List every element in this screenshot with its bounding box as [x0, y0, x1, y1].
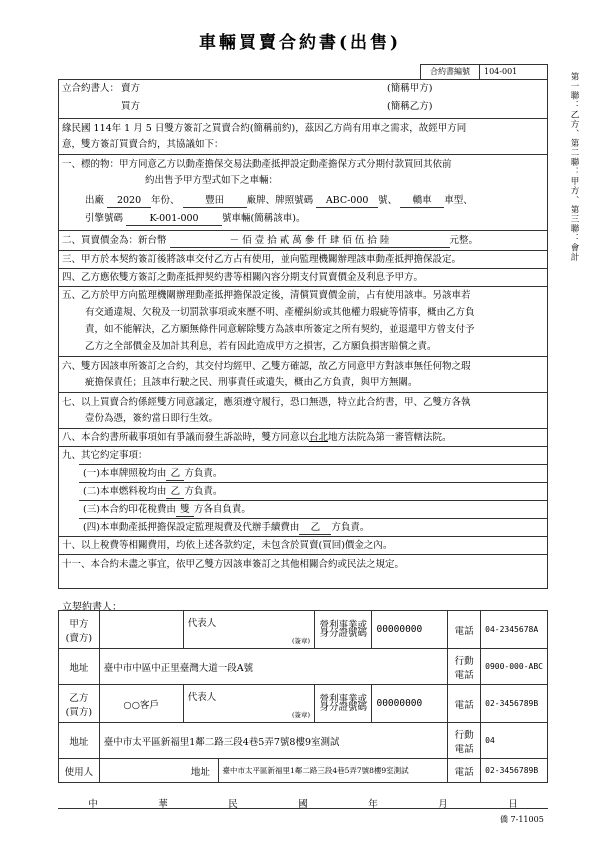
plate-suffix: 號、: [378, 195, 398, 206]
court-pre: 八、本合約書所載事項如有爭議而發生訴訟時，雙方同意以: [62, 432, 310, 443]
clause-6-line-2: 疵擔保責任；且該車行駛之民、刑事責任或遺失，概由乙方負責，與甲方無關。: [85, 377, 418, 388]
clause-10-text: 十、以上稅費等相關費用，均依上述各款約定，未包含於買賣(買回)價金之內。: [62, 540, 393, 551]
user-phone-label: 電話: [448, 759, 481, 783]
vehicle-year: 2020: [107, 195, 151, 208]
clause-5-line-2: 有交通違規、欠稅及一切罰款事項或來歷不明、產權糾紛或其他權力瑕疵等情事，概由乙方負: [85, 307, 475, 318]
item-4-text: [83, 522, 369, 535]
party-a-phone: 04-2345678A: [481, 611, 548, 649]
clause-5: [59, 286, 547, 357]
item-2-pre: (二)本車燃料稅均由: [83, 486, 167, 497]
buyer-abbr: (簡稱乙方): [387, 101, 433, 112]
party-b-id: 00000000: [372, 685, 448, 723]
intro-section: [59, 118, 547, 155]
price-amount: － 佰 壹 拾 貳 萬 參 仟 肆 佰 伍 拾 陸: [170, 235, 450, 248]
party-b-rep-label: 代表人: [187, 692, 217, 703]
party-b-mobile: 04: [481, 723, 548, 759]
item-2-text: [83, 486, 222, 499]
engine-suffix: 號車輛(簡稱該車)。: [222, 213, 306, 224]
party-a-phone-label: 電話: [448, 611, 481, 649]
price-label: 二、買賣價金為：新台幣: [62, 235, 167, 246]
engine-number: K-001-000: [126, 213, 222, 226]
clause-9-heading: [59, 446, 547, 465]
user-row: [59, 759, 548, 783]
date-char-year: 年: [368, 799, 378, 810]
party-a-address-row: [59, 649, 548, 685]
party-b-role: (買方): [65, 706, 93, 718]
clause-5-line-1: 五、乙方於甲方向監理機關辦理動產抵押擔保設定後，清償買賣價金前，占有使用該車。另該車若: [62, 290, 471, 301]
clause-5-line-4: 乙方之全部價金及加計其利息，若有因此造成甲方之損害，乙方願負損害賠償之責。: [85, 341, 437, 352]
clause-7: [59, 392, 547, 429]
user-address: 臺中市太平區新福里1鄰二路三段4巷5弄7號8樓9室測試: [218, 759, 448, 783]
date-char-3: 民: [228, 799, 238, 810]
party-a-label: 甲方: [69, 618, 89, 630]
date-char-month: 月: [438, 799, 448, 810]
party-a-role: (賣方): [65, 632, 93, 644]
item-3-pre: (三)本合約印花稅費由: [83, 504, 176, 515]
clause-8: [59, 428, 547, 447]
party-b-address-label: 地址: [59, 723, 100, 759]
item-3-party: 雙: [176, 504, 194, 517]
clause-9-item-4: [79, 518, 547, 537]
clause-1-line-1: 一、標的物：甲方同意乙方以動產擔保交易法動產抵押設定動產擔保方式分期付款買回其依前: [62, 159, 452, 170]
clause-9-title: 九、其它約定事項：: [62, 450, 148, 461]
clause-3: [59, 250, 547, 269]
clause-11: [59, 554, 547, 588]
factory-label: 出廠: [85, 195, 105, 206]
plate-label: 廠牌、牌照號碼: [246, 195, 314, 206]
item-2-post: 方負責。: [184, 486, 223, 497]
party-b-phone: 02-3456789B: [481, 685, 548, 723]
party-a-mobile: 0900-000-ABC: [481, 649, 548, 685]
court-name: 台北: [309, 432, 329, 443]
document-title: 車輛買賣合約書(出售): [198, 33, 402, 53]
intro-line-1: 緣民國 114年 1 月 5 日雙方簽訂之買賣合約(簡稱前約)，茲因乙方尚有用車之需求，故經甲方同: [62, 123, 467, 134]
party-a-rep-cell: [183, 611, 314, 649]
party-b-seal-label: (簽章): [292, 711, 311, 719]
clause-10: [59, 536, 547, 555]
date-char-day: 日: [508, 799, 518, 810]
clause-1-vehicle-line: [85, 195, 473, 208]
clause-6: [59, 356, 547, 393]
party-a-row: [59, 611, 548, 649]
type-label: 車型、: [444, 195, 473, 206]
party-a-id-label-1: 營利事業或: [319, 619, 368, 631]
signatories-title: 立契約書人：: [62, 602, 122, 613]
intro-line-2: 意，雙方簽訂買賣合約，其協議如下：: [62, 139, 224, 150]
clause-9-item-1: [79, 464, 547, 483]
court-post: 地方法院為第一審管轄法院。: [328, 432, 452, 443]
clause-5-line-3: 責，如不能解決，乙方願無條件同意解除雙方為該車所簽定之所有契約，並退還甲方曾支付予: [85, 324, 475, 335]
engine-label: 引擎號碼: [85, 213, 124, 224]
party-a-seal-label: (簽章): [292, 637, 311, 645]
item-2-party: 乙: [166, 486, 184, 499]
clause-7-line-2: 壹份為憑，簽約當日即行生效。: [85, 413, 219, 424]
clause-7-line-1: 七、以上買賣合約係經雙方同意議定，應須遵守履行，恐口無憑，特立此合約書，甲、乙雙方各執: [62, 397, 471, 408]
contract-body: [58, 79, 548, 589]
date-char-4: 國: [298, 799, 308, 810]
clause-4: [59, 268, 547, 287]
party-a-mobile-label-2: 電話: [454, 669, 474, 681]
party-a-address-label: 地址: [59, 649, 100, 685]
date-char-2: 華: [158, 799, 168, 810]
item-4-party: 乙: [299, 522, 331, 535]
party-a-id: 00000000: [372, 611, 448, 649]
party-b-mobile-label-cell: [448, 723, 481, 759]
party-b-mobile-label-1: 行動: [454, 729, 474, 741]
clause-4-text: 四、乙方應依雙方簽訂之動產抵押契約書等相關內容分期支付買賣價金及利息予甲方。: [62, 272, 424, 283]
seller-abbr: (簡稱甲方): [387, 83, 433, 94]
price-suffix: 元整。: [449, 235, 479, 246]
clause-1-engine-line: [85, 213, 305, 226]
date-underline: [58, 808, 548, 809]
party-a-name: [99, 611, 183, 649]
clause-11-text: 十一、本合約未盡之事宜，依甲乙雙方因該車簽訂之其他相關合約或民法之規定。: [62, 559, 405, 570]
item-4-pre: (四)本車動產抵押擔保設定監理規費及代辦手續費由: [83, 522, 300, 533]
party-b-label-cell: [59, 685, 100, 723]
contract-number-label: 合約書編號: [421, 65, 480, 79]
item-3-post: 方各自負責。: [193, 504, 251, 515]
party-b-name: ○○客戶: [99, 685, 183, 723]
party-b-phone-label: 電話: [448, 685, 481, 723]
vehicle-plate: ABC-000: [316, 195, 378, 208]
party-b-row: [59, 685, 548, 723]
clause-8-text: [62, 432, 452, 444]
item-4-post: 方負責。: [331, 522, 370, 533]
item-3-text: [83, 504, 251, 517]
clause-1: [59, 154, 547, 231]
party-a-mobile-label-1: 行動: [454, 655, 474, 667]
vehicle-brand: 豐田: [183, 195, 247, 208]
user-name: [99, 759, 183, 783]
party-b-address-row: [59, 723, 548, 759]
clause-2: [59, 230, 547, 251]
party-b-id-label-cell: [315, 685, 372, 723]
item-1-party: 乙: [166, 468, 184, 481]
date-char-1: 中: [88, 799, 98, 810]
user-phone: 02-3456789B: [481, 759, 548, 783]
party-b-label: 乙方: [69, 692, 89, 704]
party-a-label-cell: [59, 611, 100, 649]
year-label: 年份、: [151, 195, 180, 206]
signatories-table: [58, 610, 548, 783]
contract-number-value: 104-001: [484, 67, 518, 76]
party-b-id-label-2: 身分證號碼: [319, 701, 368, 713]
party-b-rep-cell: [183, 685, 314, 723]
clause-2-text: [62, 235, 478, 248]
user-address-label: 地址: [183, 759, 218, 783]
item-1-text: [83, 468, 222, 481]
contract-number-box: [420, 64, 548, 80]
party-b-address: 臺中市太平區新福里1鄰二路三段4巷5弄7號8樓9室測試: [99, 723, 447, 759]
item-1-pre: (一)本車牌照稅均由: [83, 468, 167, 479]
clause-9-item-3: [79, 500, 547, 519]
party-b-mobile-label-2: 電話: [454, 743, 474, 755]
buyer-role: 買方: [121, 101, 141, 112]
party-a-id-label-cell: [315, 611, 372, 649]
clause-9-item-2: [79, 482, 547, 501]
clause-1-line-2: 約出售予甲方型式如下之車輛：: [145, 175, 279, 186]
party-a-rep-label: 代表人: [187, 618, 217, 629]
party-a-mobile-label-cell: [448, 649, 481, 685]
party-a-address: 臺中市中區中正里臺灣大道一段A號: [99, 649, 447, 685]
party-a-id-label-2: 身分證號碼: [319, 627, 368, 639]
user-label: 使用人: [59, 759, 100, 783]
clause-6-line-1: 六、雙方因該車所簽訂之合約，其交付均經甲、乙雙方確認，故乙方同意甲方對該車無任何物之瑕: [62, 361, 471, 372]
parties-label: 立合約書人：: [62, 83, 120, 94]
copy-distribution-note: 第一聯：乙方、第二聯：甲方、第三聯：會計: [569, 72, 579, 262]
clause-3-text: 三、甲方於本契約簽訂後將該車交付乙方占有使用，並向監理機關辦理該車動產抵押擔保設定。: [62, 254, 462, 265]
party-b-id-label-1: 營利事業或: [319, 693, 368, 705]
item-1-post: 方負責。: [184, 468, 223, 479]
form-code: 僑 7-11005: [500, 815, 544, 824]
seller-role: 賣方: [121, 83, 141, 94]
vehicle-type: 轎車: [400, 195, 444, 208]
